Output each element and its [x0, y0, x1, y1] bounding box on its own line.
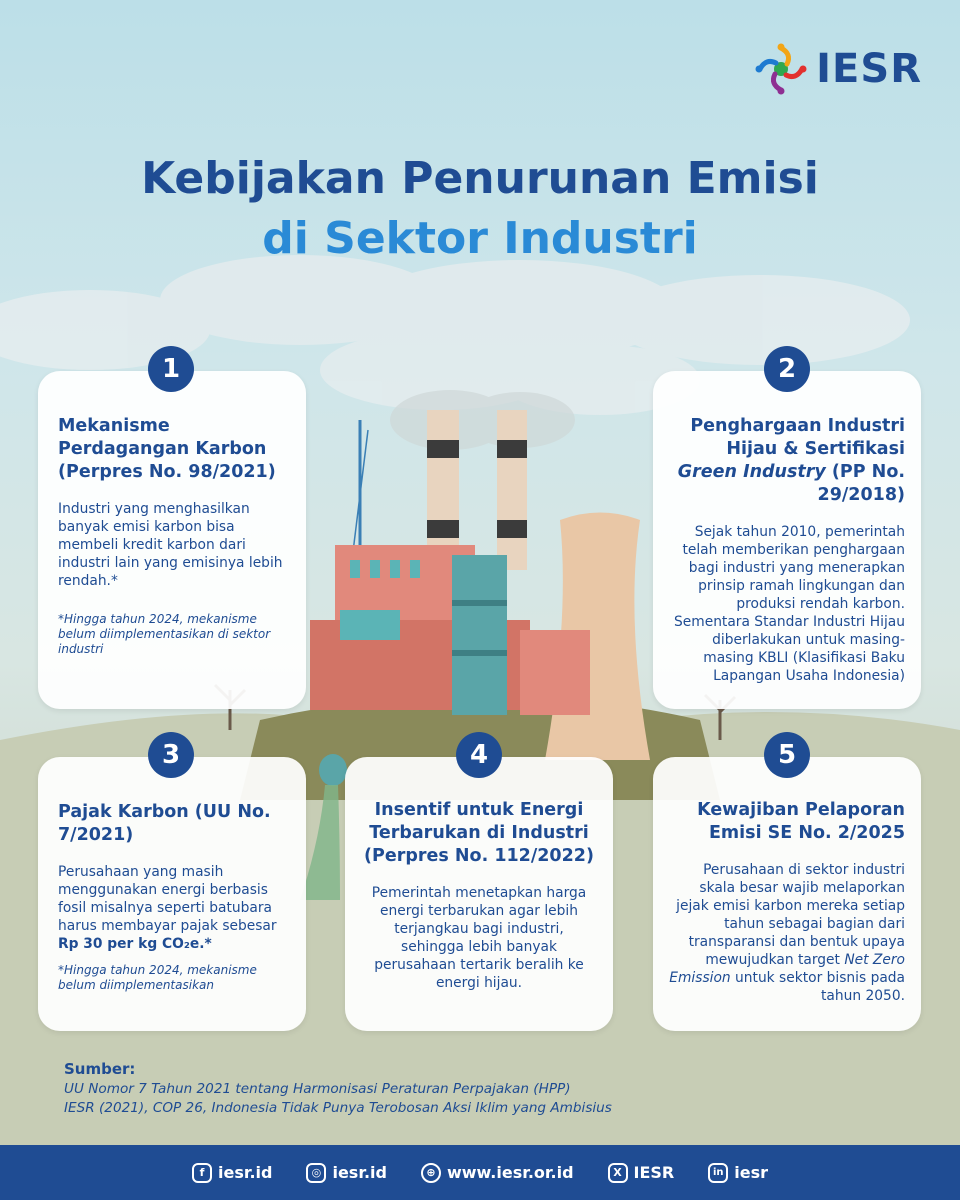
footer-label: iesr.id: [217, 1163, 273, 1182]
number-badge-1: 1: [148, 346, 194, 392]
card-body: Sejak tahun 2010, pemerintah telah memberikan penghargaan bagi industri yang menerapkan prinsip ramah lingkungan dan produksi rendah karbon. Sementara Standar Industri Hijau diberlakukan untuk masing-masing KBLI (Klasifikasi Baku Lapangan Usaha Indonesia): [674, 524, 905, 684]
source-item: UU Nomor 7 Tahun 2021 tentang Harmonisasi Peraturan Perpajakan (HPP): [64, 1081, 571, 1097]
footer-linkedin-link[interactable]: [708, 1163, 768, 1183]
footer-label: iesr.id: [332, 1163, 387, 1182]
card-body-emphasis: Net Zero Emission: [669, 952, 905, 986]
linkedin-icon: in: [708, 1163, 728, 1183]
x-icon: X: [608, 1163, 628, 1183]
iesr-swirl-logo-icon: [754, 42, 808, 96]
card-body: [669, 861, 905, 1005]
card-body: [58, 863, 288, 953]
footer-label: IESR: [633, 1163, 675, 1182]
number-badge-3: 3: [148, 732, 194, 778]
sources-heading: Sumber:: [64, 1060, 136, 1078]
title-line-2: di Sektor Industri: [262, 213, 698, 264]
iesr-logo: [754, 42, 922, 96]
card-title: Mekanisme Perdagangan Karbon (Perpres No. 98/2021): [58, 416, 276, 482]
policy-card-4: [345, 757, 613, 1031]
instagram-icon: ◎: [306, 1163, 326, 1183]
globe-icon: ⊕: [421, 1163, 441, 1183]
card-body-text: untuk sektor bisnis pada tahun 2050.: [730, 970, 905, 1004]
card-body-text: Perusahaan yang masih menggunakan energi berbasis fosil misalnya seperti batubara harus membayar pajak sebesar: [58, 864, 277, 934]
card-title-part: (PP No. 29/2018): [817, 462, 905, 505]
footer-instagram-link[interactable]: [306, 1163, 386, 1183]
facebook-icon: f: [192, 1163, 212, 1183]
sources: [64, 1060, 612, 1118]
card-note: *Hingga tahun 2024, mekanisme belum diimplementasikan di sektor industri: [58, 612, 271, 656]
footer-x-link[interactable]: [608, 1163, 675, 1183]
source-item: IESR (2021), COP 26, Indonesia Tidak Punya Terobosan Aksi Iklim yang Ambisius: [64, 1100, 612, 1116]
footer-social-bar: [0, 1145, 960, 1200]
card-title-part: Penghargaan Industri Hijau & Sertifikasi: [690, 416, 905, 459]
footer-facebook-link[interactable]: [192, 1163, 272, 1183]
policy-card-3: [38, 757, 306, 1031]
footer-website-link[interactable]: [421, 1163, 574, 1183]
title-line-1: Kebijakan Penurunan Emisi: [141, 153, 819, 204]
card-body: Pemerintah menetapkan harga energi terbarukan agar lebih terjangkau bagi industri, sehingga lebih banyak perusahaan tertarik beralih ke energi hijau.: [371, 885, 587, 991]
footer-label: www.iesr.or.id: [446, 1163, 574, 1182]
card-title: Kewajiban Pelaporan Emisi SE No. 2/2025: [697, 800, 905, 843]
policy-card-1: [38, 371, 306, 709]
card-title: Pajak Karbon (UU No. 7/2021): [58, 802, 271, 845]
number-badge-2: 2: [764, 346, 810, 392]
page-title: [0, 150, 960, 270]
tax-amount: Rp 30 per kg CO₂e.*: [58, 936, 212, 952]
footer-label: iesr: [734, 1163, 768, 1182]
card-note: *Hingga tahun 2024, mekanisme belum diimplementasikan: [58, 963, 257, 992]
policy-card-5: [653, 757, 921, 1031]
card-title: Insentif untuk Energi Terbarukan di Industri (Perpres No. 112/2022): [364, 800, 594, 866]
card-title-emphasis: Green Industry: [677, 462, 826, 482]
card-title: [669, 415, 905, 507]
number-badge-4: 4: [456, 732, 502, 778]
policy-card-2: [653, 371, 921, 709]
brand-name: IESR: [816, 46, 922, 92]
number-badge-5: 5: [764, 732, 810, 778]
card-body-text: Perusahaan di sektor industri skala besar wajib melaporkan jejak emisi karbon mereka setiap tahun sebagai bagian dari transparansi dan bentuk upaya mewujudkan target: [676, 862, 905, 968]
card-body: Industri yang menghasilkan banyak emisi karbon bisa membeli kredit karbon dari industri lain yang emisinya lebih rendah.*: [58, 501, 283, 589]
